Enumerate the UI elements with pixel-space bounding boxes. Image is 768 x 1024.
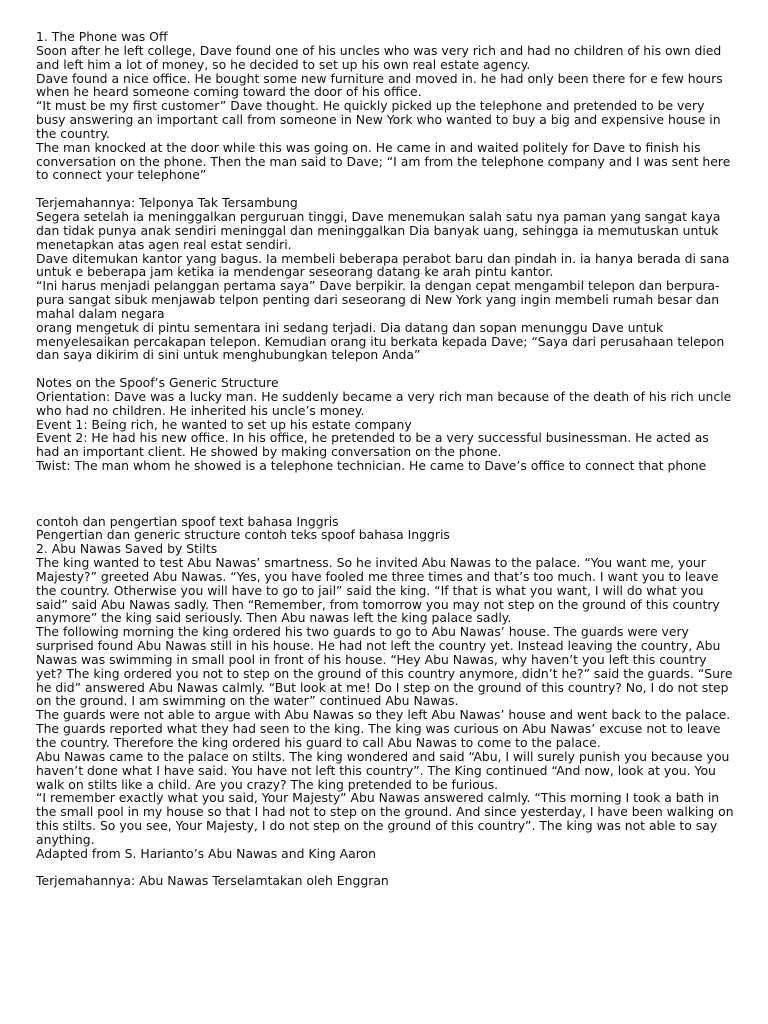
notes-event-2: Event 2: He had his new office. In his office, he pretended to be a very successful businessman. He acted as had an important client. He showed by making conversation on the phone. [36, 430, 713, 460]
translation1-paragraph-4: orang mengetuk di pintu sementara ini sedang terjadi. Dia datang dan sopan menunggu Dave untuk menyelesaikan percakapan telepon. Kemudian orang itu berkata kepada Dave; “Saya dari perusahaan telepon dan saya dikirim di sini untuk menghubungkan telepon Anda” [36, 319, 729, 363]
spacer [36, 473, 736, 515]
story2-paragraph-4: Abu Nawas came to the palace on stilts. The king wondered and said “Abu, I will surely punish you because you haven’t done what I have said. You have not left this country”. The King continued “And now, look at you. You walk on stilts like a child. Are you crazy? The king pretended to be furious. [36, 748, 734, 792]
story2-paragraph-5: “I remember exactly what you said, Your Majesty” Abu Nawas answered calmly. “This morning I took a bath in the small pool in my house so that I had not to step on the ground. And since yesterday, I have been walking on this stilts. So you see, Your Majesty, I do not step on the ground of this country”. The king was not able to say anything. [36, 790, 738, 847]
story1-heading: 1. The Phone was Off [36, 29, 168, 44]
section2-intro-2: Pengertian dan generic structure contoh teks spoof bahasa Inggris [36, 527, 450, 543]
section2-intro-1: contoh dan pengertian spoof text bahasa Inggris [36, 513, 339, 529]
notes-orientation: Orientation: Dave was a lucky man. He suddenly became a very rich man because of the death of his rich uncle who had no children. He inherited his uncle’s money. [36, 388, 736, 418]
story2-source: Adapted from S. Harianto’s Abu Nawas and King Aaron [36, 845, 376, 861]
story1-paragraph-3: “It must be my first customer” Dave thought. He quickly picked up the telephone and pretended to be very busy answering an important call from someone in New York who wanted to buy a big and expensive house in the country. [36, 98, 725, 141]
story2-paragraph-3: The guards were not able to argue with Abu Nawas so they left Abu Nawas’ house and went back to the palace. The guards reported what they had seen to the king. The king was curious on Abu Nawas’ excuse not to leave the country. Therefore the king ordered his guard to call Abu Nawas to come to the palace. [36, 707, 735, 750]
story1-paragraph-2: Dave found a nice office. He bought some new furniture and moved in. he had only been there for e few hours when he heard someone coming toward the door of his office. [36, 70, 727, 100]
spacer [36, 861, 736, 875]
translation1-heading: Terjemahannya: Telponya Tak Tersambung [36, 195, 298, 211]
story1-paragraph-4: The man knocked at the door while this was going on. He came in and waited politely for Dave to finish his conversation on the phone. Then the man said to Dave; “I am from the telephone company and I was sent here to connect your telephone” [36, 139, 735, 183]
notes-heading: Notes on the Spoof’s Generic Structure [36, 375, 279, 391]
translation1-paragraph-3: “Ini harus menjadi pelanggan pertama saya” Dave berpikir. Ia dengan cepat mengambil telepon dan berpura-pura sangat sibuk menjawab telpon penting dari seseorang di New York yang ingin membeli rumah besar dan mahal dalam negara [36, 278, 724, 321]
translation2-heading: Terjemahannya: Abu Nawas Terselamtakan oleh Enggran [36, 873, 389, 889]
story2-paragraph-2: The following morning the king ordered his two guards to go to Abu Nawas’ house. The guards were very surprised found Abu Nawas still in his house. He had not left the country yet. Instead leaving the country, Abu Nawas was swimming in small pool in front of his house. “Hey Abu Nawas, why haven’t you left this country yet? The king ordered you not to step on the ground of this country anymore, didn’t he?” said the guards. “Sure he did” answered Abu Nawas calmly. “But look at me! Do I step on the ground of this country? No, I do not step on the ground. I am swimming on the water” continued Abu Nawas. [36, 624, 737, 709]
spacer [36, 182, 736, 196]
notes-event-1: Event 1: Being rich, he wanted to set up his estate company [36, 416, 412, 432]
translation1-paragraph-2: Dave ditemukan kantor yang bagus. Ia membeli beberapa perabot baru dan pindah in. ia hanya berada di sana untuk e beberapa jam ketika ia mendengar seseorang datang ke arah pintu kantor. [36, 250, 734, 280]
spacer [36, 362, 736, 376]
document-body [36, 30, 736, 888]
story1-paragraph-1: Soon after he left college, Dave found one of his uncles who was very rich and had no children of his own died and left him a lot of money, so he decided to set up his own real estate agency. [36, 42, 726, 72]
story2-paragraph-1: The king wanted to test Abu Nawas’ smartness. So he invited Abu Nawas to the palace. “You want me, your Majesty?” greeted Abu Nawas. “Yes, you have fooled me three times and that’s too much. I want you to leave the country. Otherwise you will have to go to jail” said the king. “If that is what you want, I will do what you said” said Abu Nawas sadly. Then “Remember, from tomorrow you may not step on the ground of this country anymore” the king said seriously. Then Abu nawas left the king palace sadly. [36, 555, 724, 626]
translation1-paragraph-1: Segera setelah ia meninggalkan perguruan tinggi, Dave menemukan salah satu nya paman yang sangat kaya dan tidak punya anak sendiri meninggal dan meninggalkan Dia banyak uang, sehingga ia memutuskan untuk menetapkan atas agen real estat sendiri. [36, 208, 725, 252]
story2-heading: 2. Abu Nawas Saved by Stilts [36, 541, 218, 557]
notes-twist: Twist: The man whom he showed is a telephone technician. He came to Dave’s office to connect that phone [36, 458, 707, 474]
